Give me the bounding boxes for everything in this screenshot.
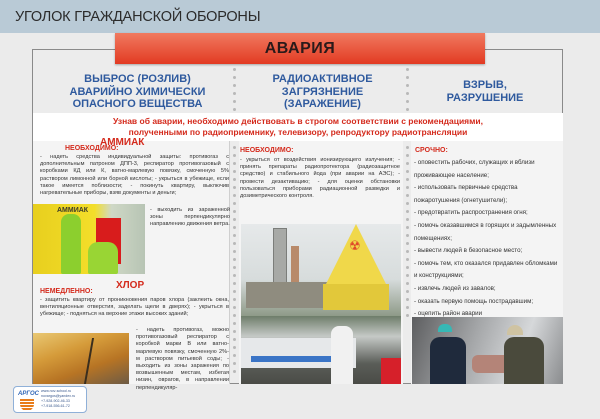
ammonia-label: НЕОБХОДИМО: bbox=[65, 145, 119, 152]
explosion-label: СРОЧНО: bbox=[415, 147, 448, 154]
phone-number: +7-928-902-46-33 bbox=[41, 399, 70, 403]
dosimeter-photo bbox=[241, 316, 401, 384]
page-title: УГОЛОК ГРАЖДАНСКОЙ ОБОРОНЫ bbox=[15, 9, 261, 25]
explosion-instructions bbox=[414, 157, 562, 321]
title-banner bbox=[115, 33, 485, 64]
hazmat-suit-figure bbox=[61, 214, 81, 274]
email-link[interactable]: novargos@yandex.ru bbox=[41, 394, 76, 398]
header-bar bbox=[0, 0, 600, 33]
ammonia-title: АММИАК bbox=[100, 137, 145, 148]
column-heading-chemical bbox=[40, 73, 235, 111]
chlorine-title: ХЛОР bbox=[116, 280, 145, 291]
column-divider bbox=[233, 146, 236, 378]
dosimeter-device bbox=[331, 326, 353, 384]
column-heading-radiation bbox=[240, 73, 405, 111]
chlorine-side-instructions: - надеть противогаз, можно противогазовый респиратор с коробкой марки В или ватно-марлевую повязку, смоченную 2%-м раствором питьевой соды; - выходить из зоны заражения по возвышенным местам, избегая низин, оврагов, в направлении перпендикуляр- bbox=[136, 327, 229, 391]
instruction-item: - помочь оказавшимся в горящих и задымленных помещениях; bbox=[414, 221, 557, 242]
chlorine-instructions: - защитить квартиру от проникновения паров хлора (заклеить окна, вентиляционные отверстия, заделать щели в дверях); - укрыться в убежище; - подняться на верхние этажи высоких зданий; bbox=[40, 297, 229, 318]
argos-logo-icon bbox=[20, 399, 34, 411]
warning-sign-base bbox=[323, 284, 389, 310]
radiation-instructions: - укрыться от воздействия ионизирующего излучения; - принять препараты радиопротектора (радиозащитное средство) и стабильного йода (при аварии на АЭС); - провести дезактивацию; - для оценки обстановки пользоваться приборами радиационной разведки и дозиметрического контроля. bbox=[240, 157, 400, 200]
ammonia-instructions: - надеть средства индивидуальной защиты: противогаз с дополнительным патроном ДПП-3, респиратор противогазовый с коробками КД или К, ватно-марлевую повязку, смоченную 5% раствором лимонной или борной кислоты; - укрыться в убежище, если такое имеется поблизости; - покинуть квартиру, выключив нагревательные приборы, взяв документы и деньги; bbox=[40, 154, 229, 197]
argos-logo-card bbox=[13, 386, 87, 413]
instruction-item: - извлечь людей из завалов; bbox=[414, 284, 496, 292]
ammonia-side-instructions: - выходить из зараженной зоны перпендикулярно направлению движения ветра. bbox=[150, 207, 230, 228]
instruction-item: - оказать первую помощь пострадавшим; bbox=[414, 297, 534, 305]
radiation-warning-sign bbox=[326, 224, 386, 284]
instruction-item: - вывести людей в безопасное место; bbox=[414, 247, 523, 255]
hard-hat bbox=[507, 325, 523, 335]
heading-line: РАЗРУШЕНИЕ bbox=[446, 91, 524, 104]
banner-title: АВАРИЯ bbox=[264, 40, 336, 57]
ammonia-tank-label: АММИАК bbox=[57, 207, 89, 214]
heading-line: РАДИОАКТИВНОЕ bbox=[272, 73, 373, 85]
column-divider bbox=[406, 146, 409, 322]
reactor-chimney bbox=[273, 228, 287, 288]
heading-line: ЗАГРЯЗНЕНИЕ bbox=[281, 85, 364, 98]
column-heading-explosion bbox=[410, 79, 560, 104]
heading-line: ОПАСНОГО ВЕЩЕСТВА bbox=[72, 98, 203, 110]
instruction-item: - оповестить рабочих, служащих и вблизи проживающее население; bbox=[414, 159, 535, 179]
chlorine-label: НЕМЕДЛЕННО: bbox=[40, 288, 93, 295]
ammonia-photo bbox=[33, 204, 145, 274]
tree-silhouette bbox=[84, 338, 122, 384]
column-divider bbox=[233, 68, 236, 116]
chlorine-cloud-photo bbox=[33, 333, 129, 384]
notice-line: полученными по радиоприемнику, телевизору, репродуктору радиотрансляции bbox=[128, 126, 468, 137]
heading-line: ВЗРЫВ, bbox=[463, 79, 507, 91]
sleeve-shape bbox=[381, 358, 401, 384]
radiation-trefoil-icon: ☢ bbox=[349, 238, 361, 253]
heading-line: АВАРИЙНО ХИМИЧЕСКИ bbox=[69, 85, 206, 98]
instruction-item: - оцепить район аварии bbox=[414, 310, 483, 318]
instruction-item: - помочь тем, кто оказался придавлен обломками и конструкциями; bbox=[414, 259, 558, 280]
phone-number: +7-918-556-61-72 bbox=[41, 404, 70, 408]
instruction-item: - предотвратить распространения огня; bbox=[414, 209, 528, 217]
column-divider bbox=[406, 68, 409, 116]
radiation-label: НЕОБХОДИМО: bbox=[240, 147, 294, 154]
contact-info bbox=[41, 389, 75, 409]
nuclear-plant-photo bbox=[241, 224, 401, 316]
brand-name: АРГОС bbox=[18, 391, 39, 397]
notice-line: Узнав об аварии, необходимо действовать в строгом соответствии с рекомендациями, bbox=[112, 116, 484, 126]
firefighter-figure bbox=[504, 337, 544, 384]
instruction-item: - использовать первичные средства пожаротушения (огнетушители); bbox=[414, 184, 518, 204]
medical-cap bbox=[438, 324, 452, 332]
website-link[interactable]: www.nov-school.ru bbox=[41, 389, 72, 393]
heading-line: (ЗАРАЖЕНИЕ) bbox=[284, 98, 361, 110]
heading-line: ВЫБРОС (РОЗЛИВ) bbox=[84, 73, 191, 85]
rescue-photo bbox=[412, 317, 563, 384]
rescuer-figure bbox=[430, 337, 466, 384]
hazmat-suit-figure bbox=[88, 242, 118, 274]
